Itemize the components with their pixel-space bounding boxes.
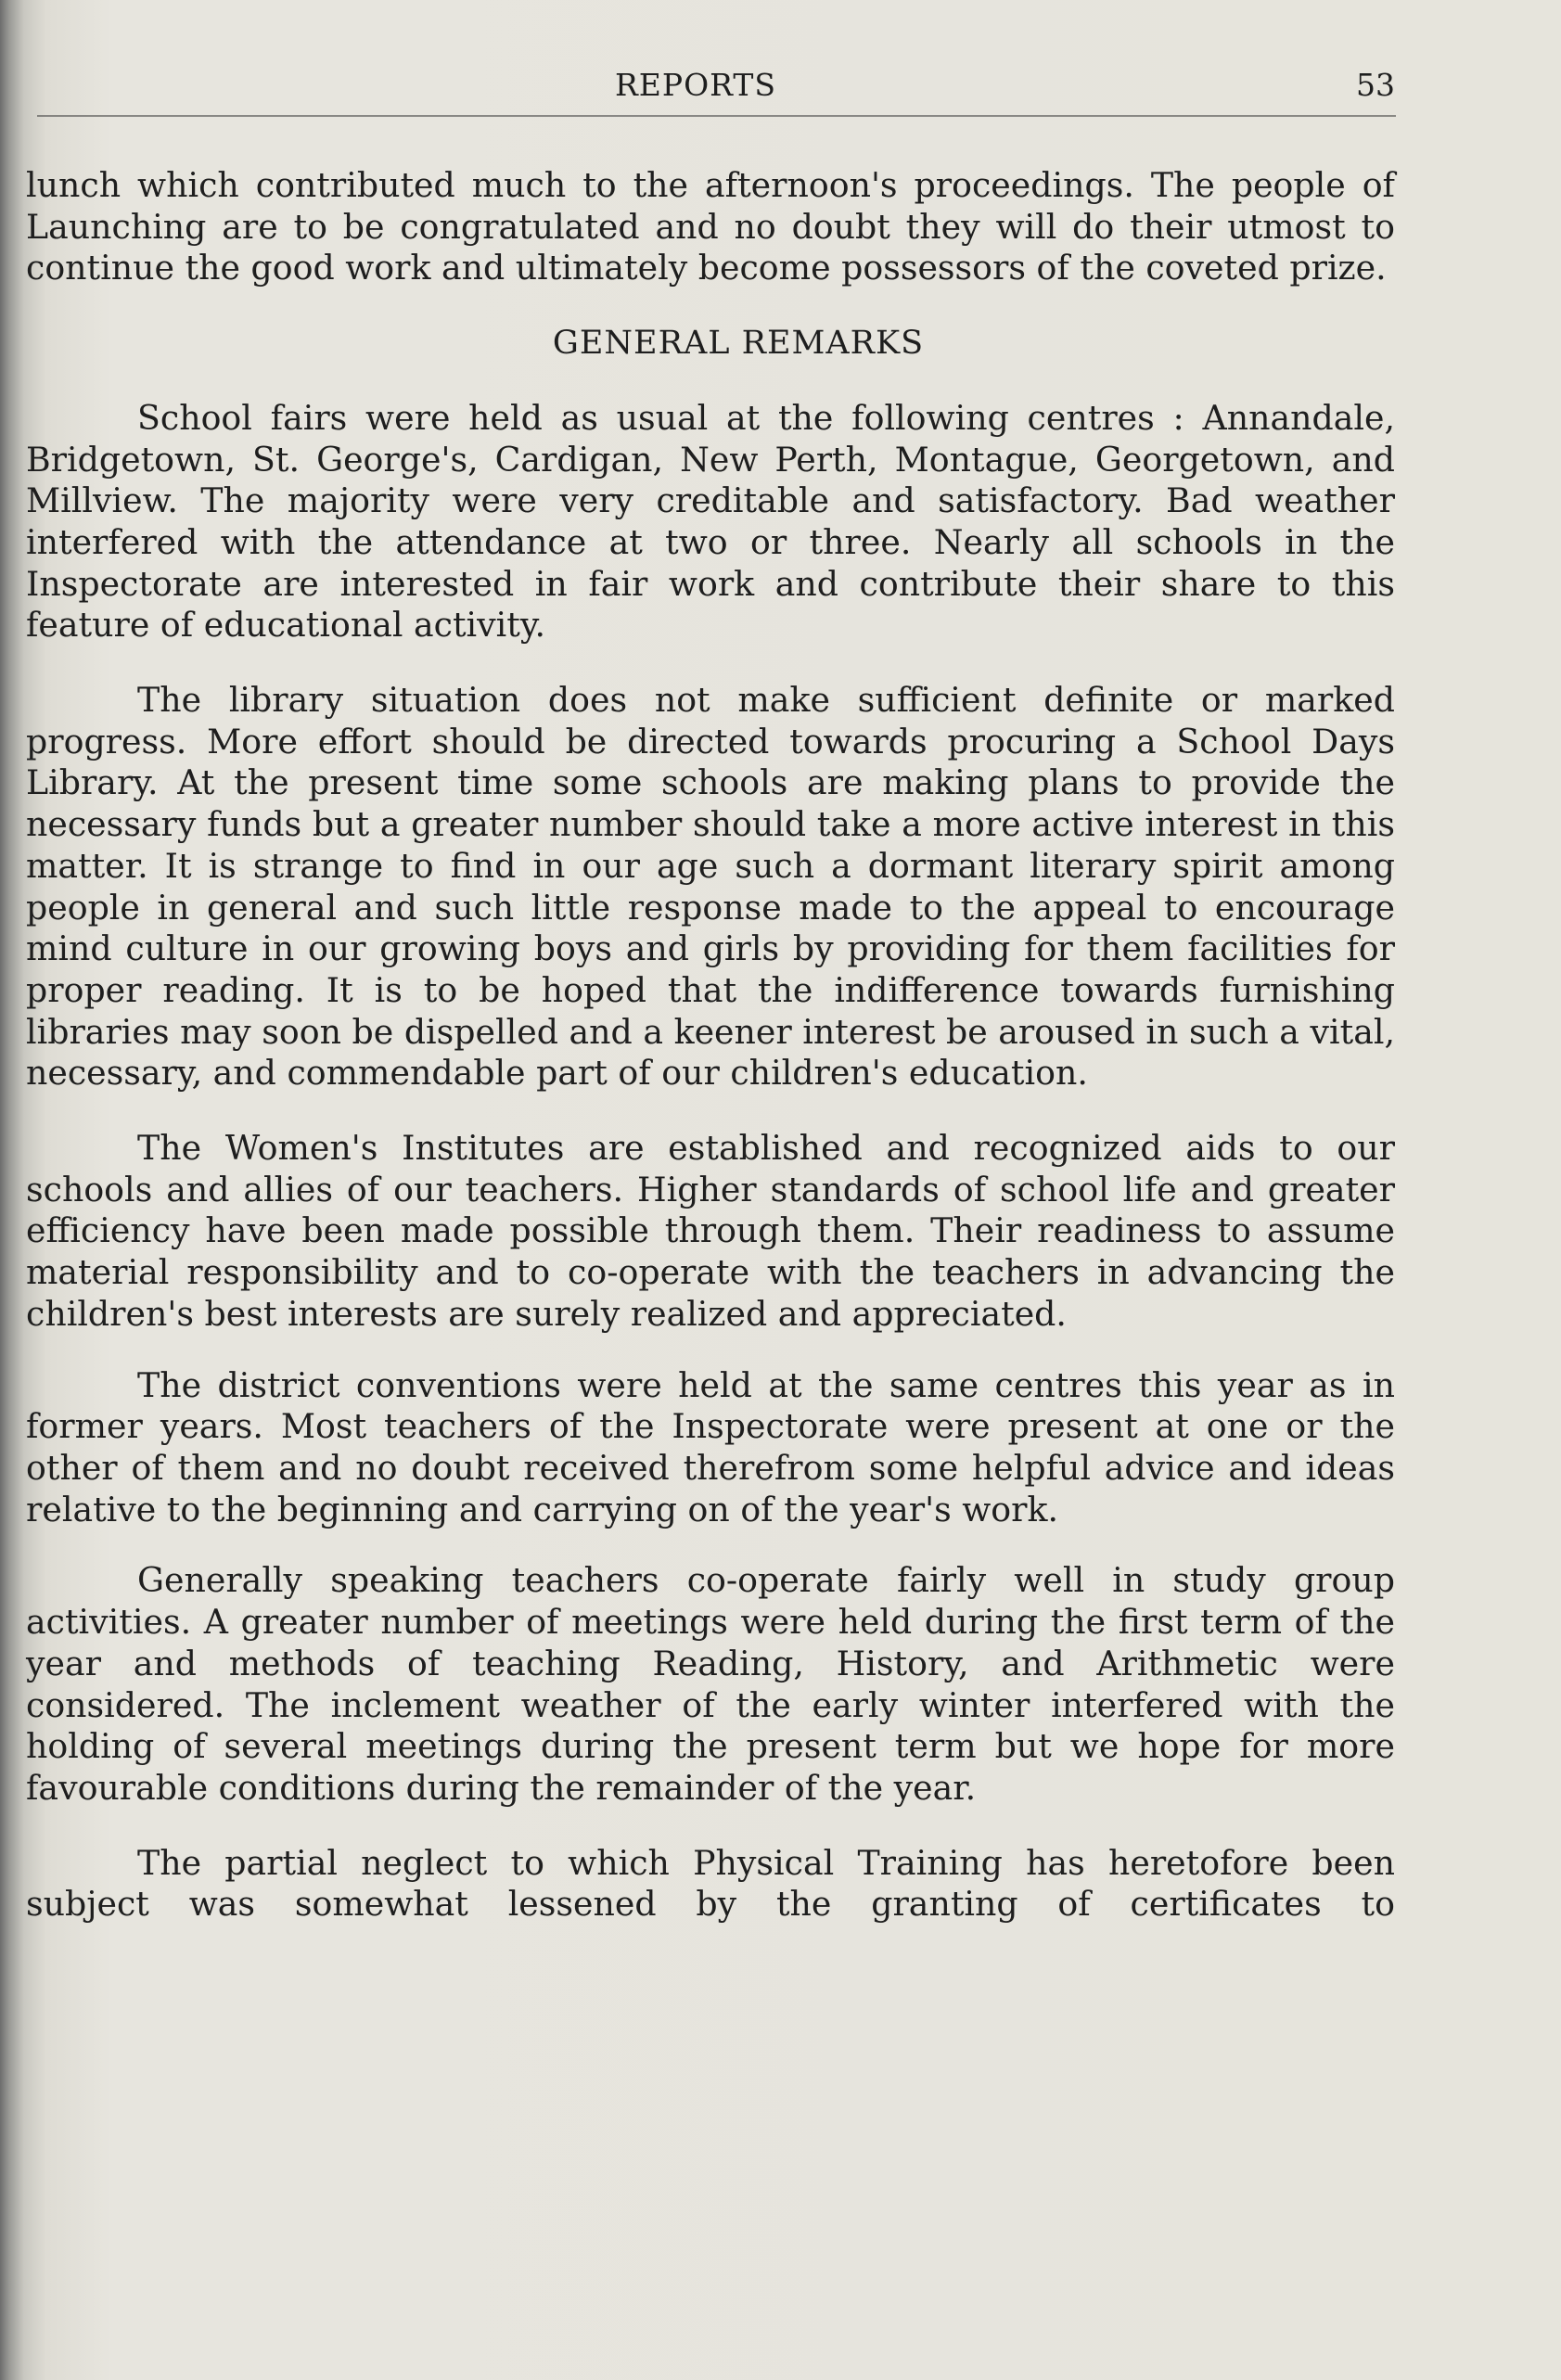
- running-title: REPORTS: [614, 67, 777, 103]
- paragraph-womens-institutes: The Women's Institutes are established and recognized aids to our schools and allies of our teachers. Higher standards of school life and greater efficiency have been made possible through them. Their readiness to assume material responsibility and to co-operate with the teachers in advancing the children's best interests are surely realized and appreciated.: [26, 1128, 1395, 1334]
- section-heading: GENERAL REMARKS: [552, 325, 925, 363]
- header-rule: [37, 115, 1396, 117]
- page-number: 53: [1356, 67, 1395, 103]
- section-heading-wrap: [26, 323, 1395, 365]
- paragraph-library: The library situation does not make sufficient definite or marked progress. More effort should be directed towards procuring a School Days Library. At the present time some schools are making plans to provide the necessary funds but a greater number should take a more active interest in this matter. It is strange to find in our age such a dormant literary spirit among people in general and such little response made to the appeal to encourage mind culture in our growing boys and girls by providing for them facilities for proper reading. It is to be hoped that the indifference towards furnishing libraries may soon be dispelled and a keener interest be aroused in such a vital, necessary, and commendable part of our children's education.: [26, 680, 1395, 1094]
- body-text: [26, 165, 1395, 1926]
- page-header: [0, 67, 1561, 113]
- paragraph-physical-training: The partial neglect to which Physical Training has heretofore been subject was somewhat lessened by the granting of certificates to: [26, 1842, 1395, 1925]
- paragraph-school-fairs: School fairs were held as usual at the following centres : Annandale, Bridgetown, St. George's, Cardigan, New Perth, Montague, Georgetown, and Millview. The majority were very creditable and satisfactory. Bad weather interfered with the attendance at two or three. Nearly all schools in the Inspectorate are interested in fair work and contribute their share to this feature of educational activity.: [26, 397, 1395, 646]
- paragraph-district-conventions: The district conventions were held at the same centres this year as in former years. Most teachers of the Inspectorate were present at one or the other of them and no doubt received therefrom some helpful advice and ideas relative to the beginning and carrying on of the year's work.: [26, 1364, 1395, 1529]
- paragraph-study-groups: Generally speaking teachers co-operate fairly well in study group activities. A greater number of meetings were held during the first term of the year and methods of teaching Reading, History, and Arithmetic were considered. The inclement weather of the early winter interfered with the holding of several meetings during the present term but we hope for more favourable conditions during the remainder of the year.: [26, 1560, 1395, 1808]
- intro-paragraph: lunch which contributed much to the afternoon's proceedings. The people of Launching are to be congratulated and no doubt they will do their utmost to continue the good work and ultimately become possessors of the coveted prize.: [26, 165, 1395, 288]
